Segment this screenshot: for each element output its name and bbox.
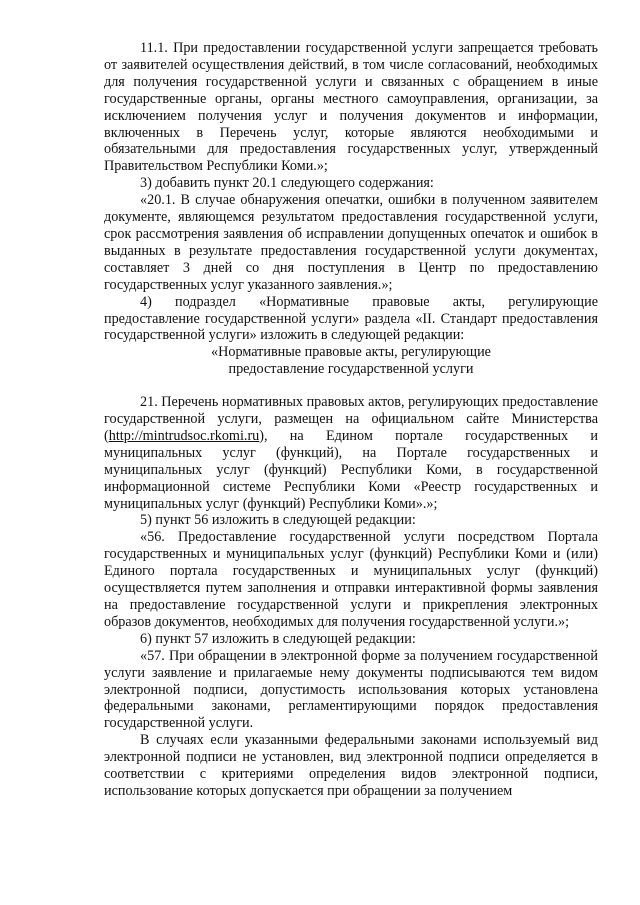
- paragraph-57: «57. При обращении в электронной форме за получением государственной услуги заявление и прилагаемые нему документы подписываются тем видом электронной подписи, допустимость использования которых установлена федеральными законами, регламентирующими порядок предоставления государственной услуги.: [104, 647, 598, 732]
- paragraph-item-3: 3) добавить пункт 20.1 следующего содержания:: [140, 175, 434, 192]
- paragraph-56: «56. Предоставление государственной услуги посредством Портала государственных и муниципальных услуг (функций) Республики Коми и (или) Единого портала государственных и муниципальных услуг (функций) осуществляется путем заполнения и отправки интерактивной формы заявления на предоставление государственной услуги и прикрепления электронных образов документов, необходимых для получения государственной услуги.»;: [104, 529, 598, 630]
- ministry-site-link[interactable]: http://mintrudsoc.rkomi.ru: [108, 427, 260, 444]
- paragraph-item-5: 5) пункт 56 изложить в следующей редакции:: [140, 512, 416, 529]
- blank-line: [104, 378, 598, 394]
- subsection-heading-line-1: «Нормативные правовые акты, регулирующие: [211, 344, 491, 361]
- paragraph-item-4: 4) подраздел «Нормативные правовые акты, регулирующие предоставление государственной услуги» раздела «II. Стандарт предоставления государственной услуги» изложить в следующей редакции:: [104, 293, 598, 344]
- document-page: [104, 40, 598, 800]
- paragraph-21-text-end: ), на Едином портале государственных и муниципальных услуг (функций), на Портале государственных и муниципальных услуг (функций) Республики Коми, в государственной информационной системе Республики Коми «Реестр государственных и муниципальных услуг (функций) Республики Коми».»;: [104, 427, 598, 512]
- paragraph-20-1: «20.1. В случае обнаружения опечатки, ошибки в полученном заявителем документе, являющемся результатом предоставления государственной услуги, срок рассмотрения заявления об исправлении допущенных опечаток и ошибок в выданных в результате предоставления государственной услуги документах, составляет 3 дней со дня поступления в Центр по предоставлению государственных услуг указанного заявления.»;: [104, 192, 598, 293]
- paragraph-21: [104, 394, 598, 512]
- paragraph-item-6: 6) пункт 57 изложить в следующей редакции:: [140, 630, 416, 647]
- paragraph-11-1: 11.1. При предоставлении государственной услуги запрещается требовать от заявителей осуществления действий, в том числе согласований, необходимых для получения государственной услуги и связанных с обращением в иные государственные органы, органы местного самоуправления, организации, за исключением получения услуг и получения документов и информации, включенных в Перечень услуг, которые являются необходимыми и обязательными для предоставления государственных услуг, утвержденный Правительством Республики Коми.»;: [104, 40, 598, 175]
- subsection-heading-line-2: предоставление государственной услуги: [228, 361, 474, 378]
- paragraph-21-text-start: 21. Перечень нормативных правовых актов, регулирующих предоставление государственной услуги, размещен на официальном сайте Министерства (: [104, 394, 598, 444]
- paragraph-57-continued: В случаях если указанными федеральными законами используемый вид электронной подписи не установлен, вид электронной подписи определяется в соответствии с критериями определения видов электронной подписи, использование которых допускается при обращении за получением: [104, 732, 598, 799]
